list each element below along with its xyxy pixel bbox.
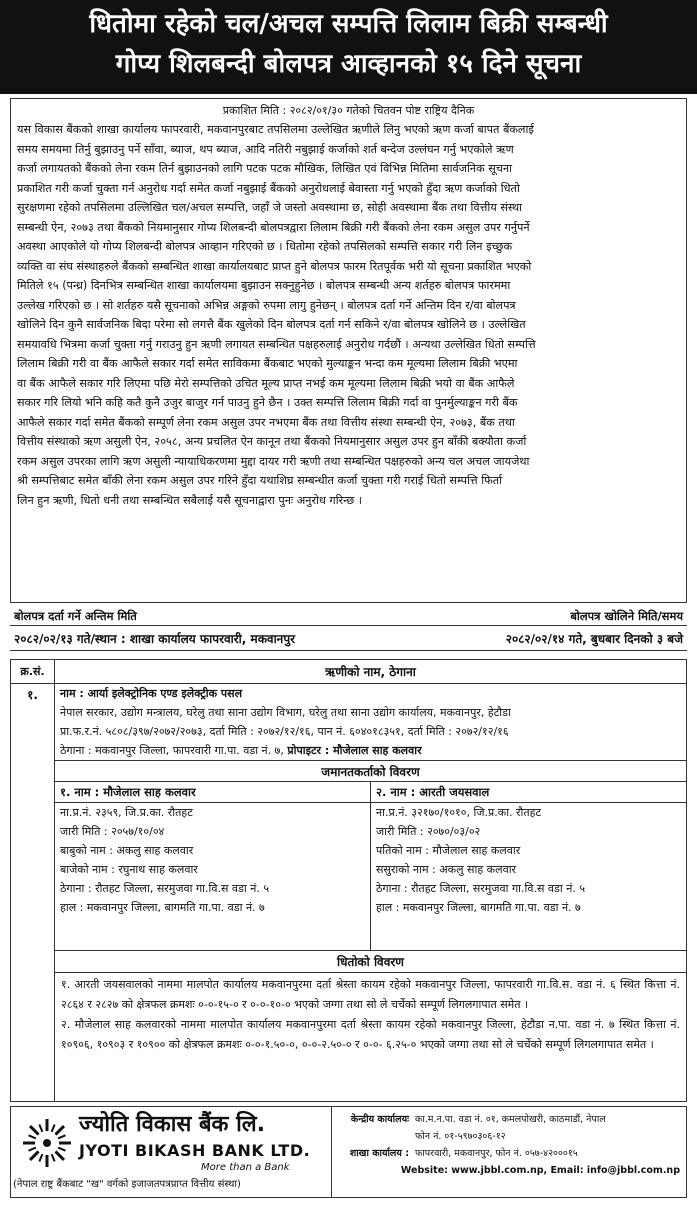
guarantor-header: जमानतकर्ताको विवरण xyxy=(55,760,686,782)
bank-footer xyxy=(10,1106,687,1198)
borrower-header: ऋणीको नाम, ठेगाना xyxy=(55,660,686,684)
guarantor-2-line: ससुराको नाम : अकलु साह कलवार xyxy=(376,863,517,876)
notice-line: रकम असुल उपरका लागि ऋण असुली न्यायाधिकरणमा मुद्दा दायर गरी ऋणी तथा सम्बन्धित पक्षहरुको अन्य चल अचल जायजेथा xyxy=(17,454,530,468)
notice-line: प्रकाशित गरी कर्जा चुक्ता गर्न अनुरोध गर्दा समेत कर्जा नबुझाई बैंकको अनुरोधलाई बेवास्ता गर्नु भएको हुँदा ऋण कर्जाको धितो xyxy=(17,181,520,195)
central-office-label: केन्द्रीय कार्यालयः xyxy=(350,1114,409,1125)
guarantor-1-name: १. नाम : मौजेलाल साह कलवार xyxy=(55,782,370,803)
bank-logo-area xyxy=(11,1107,332,1197)
guarantor-2-name: २. नाम : आरती जयसवाल xyxy=(371,782,686,803)
guarantor-1-line: ना.प्र.नं. २३५९, जि.प्र.का. रौतहट xyxy=(60,806,193,819)
central-office-row xyxy=(339,1111,680,1128)
borrower-line-2: प्रा.फ.र.नं. ५८०८/३९७/२०७२/२०७३, दर्ता मिति : २०७२/१२/१६, पान नं. ६०४०१८३५१, दर्ता मिति : २०७२/१२/१६ xyxy=(60,725,509,738)
security-header: धितोको विवरण xyxy=(55,951,686,973)
guarantor-1-line: बाजेको नाम : रघुनाथ साह कलवार xyxy=(60,863,198,876)
guarantor-1-line: जारी मिति : २०५७/१०/०४ xyxy=(60,825,165,838)
branch-office-label: शाखा कार्यालय : xyxy=(349,1148,409,1159)
notice-line: कर्जा लगायतको बैंकको लेना रकम तिर्न बुझाउनको लागि पटक पटक मौखिक, लिखित एवं विभिन्न मितिमा सार्वजनिक सूचना xyxy=(17,162,513,175)
notice-line: लिलाम बिक्री गरी वा बैंक आफैले सकार गर्दा समेत साविकमा बैंकबाट भएको मुल्याङ्कन भन्दा कम मूल्यमा लिलाम बिक्री भएमा xyxy=(17,357,518,370)
deadline-values xyxy=(10,627,687,651)
notice-body xyxy=(10,98,687,603)
jyoti-rays-logo-icon xyxy=(21,1117,73,1169)
bank-name-english: JYOTI BIKASH BANK LTD. xyxy=(79,1141,311,1160)
opening-date-label: बोलपत्र खोलिने मिति/समय xyxy=(570,609,683,623)
serial-column xyxy=(11,660,55,1101)
published-date: प्रकाशित मिति : २०८२/०१/३० गतेको चितवन पोष्ट राष्ट्रिय दैनिक xyxy=(222,104,475,117)
bank-tagline: More than a Bank xyxy=(201,1162,290,1173)
notice-line: समय समयमा तिर्नु बुझाउनु पर्ने साँवा, ब्याज, थप ब्याज, आदि नतिरी नबुझाई कर्जाको शर्त बन्देज उल्लंघन गर्नु भएकोले ऋण xyxy=(17,142,514,156)
registration-deadline-label: बोलपत्र दर्ता गर्ने अन्तिम मिति xyxy=(14,609,137,623)
guarantor-2-line: ना.प्र.नं. ३२१७०/१०१०, जि.प्र.का. रौतहट xyxy=(376,806,542,819)
guarantor-1-line: हाल : मकवानपुर जिल्ला, बागमति गा.पा. वडा नं. ७ xyxy=(60,901,265,914)
notice-line: व्यक्ति वा संघ संस्थाहरुले बैंकको सम्बन्धित शाखा कार्यालयबाट प्राप्त हुने बोलपत्र फारम रितपूर्वक भरी यो सूचना प्रकाशित भएको xyxy=(17,259,532,273)
guarantor-1-line: ठेगाना : रौतहट जिल्ला, सरमुजवा गा.वि.स वडा नं. ५ xyxy=(60,882,270,895)
notice-line: श्री सम्पत्तिबाट समेत बाँकी लेना रकम असुल उपर गरिने हुँदा यथाशिघ्र सम्बन्धीत कर्जा चुक्ता गरी गराई धितो सम्पत्ति फिर्ता xyxy=(17,474,502,487)
borrower-name: नाम : आर्या इलेक्ट्रोनिक एण्ड इलेक्ट्रीक पसल xyxy=(60,687,243,700)
notice-paragraph xyxy=(17,120,680,510)
notice-line: वित्तीय संस्थाको ऋण असुली ऐन, २०५८, अन्य प्रचलित ऐन कानून तथा बैंकको नियमानुसार असुल उपर हुन बाँकी बक्यौता कर्जा xyxy=(17,435,527,448)
security-item: १. आरती जयसवालको नाममा मालपोत कार्यालय मकवानपुरमा दर्ता श्रेस्ता कायम रहेको मकवानपुर जिल्ला, फापरवारी गा.वि.स. वडा नं. ६ स्थित कित्ता नं. २८६४ र २८२७ को क्षेत्रफल क्रमशः ०-०-१५-० र ०-०-१०-० भएको जग्गा तथा सो ले चर्चेको सम्पूर्ण लिगलगापात समेत । xyxy=(61,978,680,1011)
serial-value: १. xyxy=(27,688,38,702)
banner-title-line1: धितोमा रहेको चल/अचल सम्पत्ति लिलाम बिक्री सम्बन्धी xyxy=(89,9,608,39)
security-list xyxy=(55,973,686,1057)
details-main xyxy=(55,660,686,1101)
central-office-address: का.म.न.पा. वडा नं. ०१, कमलपोखरी, काठमाडौं, नेपाल xyxy=(415,1114,606,1125)
notice-line: लिन हुन ऋणी, धितो धनी तथा सम्बन्धित सबैलाई यसै सूचनाद्वारा पुनः अनुरोध गरिन्छ । xyxy=(17,493,363,507)
notice-line: अवस्था आएकोले यो गोप्य शिलबन्दी बोलपत्र आव्हान गरिएको छ । धितोमा रहेको तपसिलको सम्पत्ति सकार गरी लिन इच्छुक xyxy=(17,240,513,253)
deadline-labels xyxy=(10,606,687,626)
guarantor-1-line: बाबुको नाम : अकलु साह कलवार xyxy=(60,844,194,857)
guarantor-2-line: जारी मिति : २०७०/०३/०२ xyxy=(376,825,481,838)
serial-header: क्र.सं. xyxy=(11,660,54,684)
central-office-phone: फोन नं. ०१-५९७०३०६-१२ xyxy=(415,1131,506,1142)
bank-name-nepali: ज्योति विकास बैंक लि. xyxy=(79,1112,266,1137)
opening-date-value: २०८२/०२/१४ गते, बुधबार दिनको ३ बजे xyxy=(505,632,683,646)
bank-contact xyxy=(339,1111,680,1179)
notice-line: यस विकास बैंकको शाखा कार्यालय फापरवारी, मकवानपुरबाट तपसिलमा उल्लेखित ऋणीले लिनु भएको ऋण कर्जा बापत बैंकलाई xyxy=(17,123,534,136)
central-phone-row xyxy=(339,1128,680,1145)
guarantor-1 xyxy=(55,782,371,950)
branch-office-address: फापरवारी, मकवानपुर, फोन नं. ०५७-४२०००१५ xyxy=(415,1148,578,1159)
borrower-line-1: नेपाल सरकार, उद्योग मन्त्रालय, घरेलु तथा साना उद्योग विभाग, घरेलु तथा साना उद्योग कार्यालय, मकवानपुर, हेटौडा xyxy=(60,706,511,719)
notice-line: मितिले १५ (पन्ध्र) दिनभित्र सम्बन्धित शाखा कार्यालयमा बुझाउन सक्नुहुनेछ । बोलपत्र सम्बन्धी अन्य शर्तहरु बोलपत्र फारममा xyxy=(17,279,511,292)
guarantor-2-line: हाल : मकवानपुर जिल्ला, बागमति गा.पा. वडा नं. ७ xyxy=(376,901,581,914)
borrower-address-row xyxy=(55,741,686,760)
borrower-address: ठेगाना : मकवानपुर जिल्ला, फापरवारी गा.पा. वडा नं. ७, xyxy=(60,744,284,757)
notice-line: वा बैंक आफैले सकार गरि लिएमा पछि मेरो सम्पत्तिको उचित मूल्य प्राप्त नभई कम मूल्यमा लिलाम बिक्री भयो वा बैंक आफैले xyxy=(17,376,515,390)
guarantor-2-line: पतिको नाम : मौजेलाल साह कलवार xyxy=(376,844,521,857)
notice-line: आफैले सकार गर्दा समेत बैंकको सम्पूर्ण लेना रकम असुल उपर नभएमा बैंक तथा वित्तीय संस्था सम्बन्धी ऐन, २०७३, बैंक तथा xyxy=(17,415,515,429)
registration-deadline-value: २०८२/०२/१३ गते/स्थान : शाखा कार्यालय फापरवारी, मकवानपुर xyxy=(14,632,296,646)
guarantor-2-line: ठेगाना : रौतहट जिल्ला, सरमुजवा गा.वि.स वडा नं. ५ xyxy=(376,882,586,895)
nrb-license-note: (नेपाल राष्ट्र बैंकबाट "ख" वर्गको इजाजतपत्रप्राप्त वित्तीय संस्था) xyxy=(13,1179,241,1190)
details-table xyxy=(10,659,687,1102)
notice-line: खोलिने दिन कुनै सार्वजनिक बिदा परेमा सो लगत्तै बैंक खुलेको दिन बोलपत्र दर्ता गर्न सकिने र/वा बोलपत्र खोलिने छ । उल्लेखित xyxy=(17,318,526,331)
notice-line: सुरक्षणमा रहेको तपसिलमा उल्लिखित चल/अचल सम्पत्ति, जहाँ जे जस्तो अवस्थामा छ, सोही अवस्थामा बैंक तथा वित्तीय संस्था xyxy=(17,201,523,214)
notice-banner xyxy=(0,0,697,94)
security-item: २. मौजेलाल साह कलवारको नाममा मालपोत कार्यालय मकवानपुरमा दर्ता श्रेस्ता कायम रहेको मकवानपुर जिल्ला, हेटौडा न.पा. वडा नं. ७ स्थित कित्ता नं. १०९०६, १०९०३ र १०९०० को क्षेत्रफल क्रमशः ०-०-१.५०-०, ०-०-२.५०-० र ०-०- ६.२५-० भएको जग्गा तथा सो ले चर्चेको सम्पूर्ण लिगलगापात समेत । xyxy=(61,1018,680,1051)
banner-title-line2: गोप्य शिलबन्दी बोलपत्र आव्हानको १५ दिने सूचना xyxy=(115,49,582,79)
branch-office-row xyxy=(339,1145,680,1162)
website-email[interactable]: Website: www.jbbl.com.np, Email: info@jbbl.com.np xyxy=(400,1165,680,1176)
notice-line: उल्लेख गरिएको छ । सो शर्तहरु यसै सूचनाको अभिन्न अङ्गको रुपमा लागु हुनेछन् । बोलपत्र दर्ता गर्ने अन्तिम दिन र/वा बोलपत्र xyxy=(17,298,516,312)
guarantor-grid xyxy=(55,782,686,951)
guarantor-2 xyxy=(371,782,686,950)
notice-line: समयावधि भित्रमा कर्जा चुक्ता गर्नु गराउनु हुन ऋणी लगायत सम्बन्धित पक्षहरुलाई अनुरोध गर्दछौं । अन्यथा उल्लेखित धितो सम्पत्ति xyxy=(17,337,536,351)
proprietor: प्रोपाइटर : मौजेलाल साह कलवार xyxy=(287,744,422,757)
notice-line: सकार गरि लियो भनि कहि कतै कुनै उजुर बाजुर गर्न पाउनु हुने छैन । उक्त सम्पत्ति लिलाम बिक्री गर्दा वा पुनर्मुल्याङ्कन गरी बैंक xyxy=(17,396,518,409)
notice-line: सम्बन्धी ऐन, २०७३ तथा बैंकको नियमानुसार गोप्य शिलबन्दी बोलपत्रद्वारा लिलाम बिक्री गरी बैंकको लेना रकम असुल उपर गर्नुपर्ने xyxy=(17,220,530,234)
